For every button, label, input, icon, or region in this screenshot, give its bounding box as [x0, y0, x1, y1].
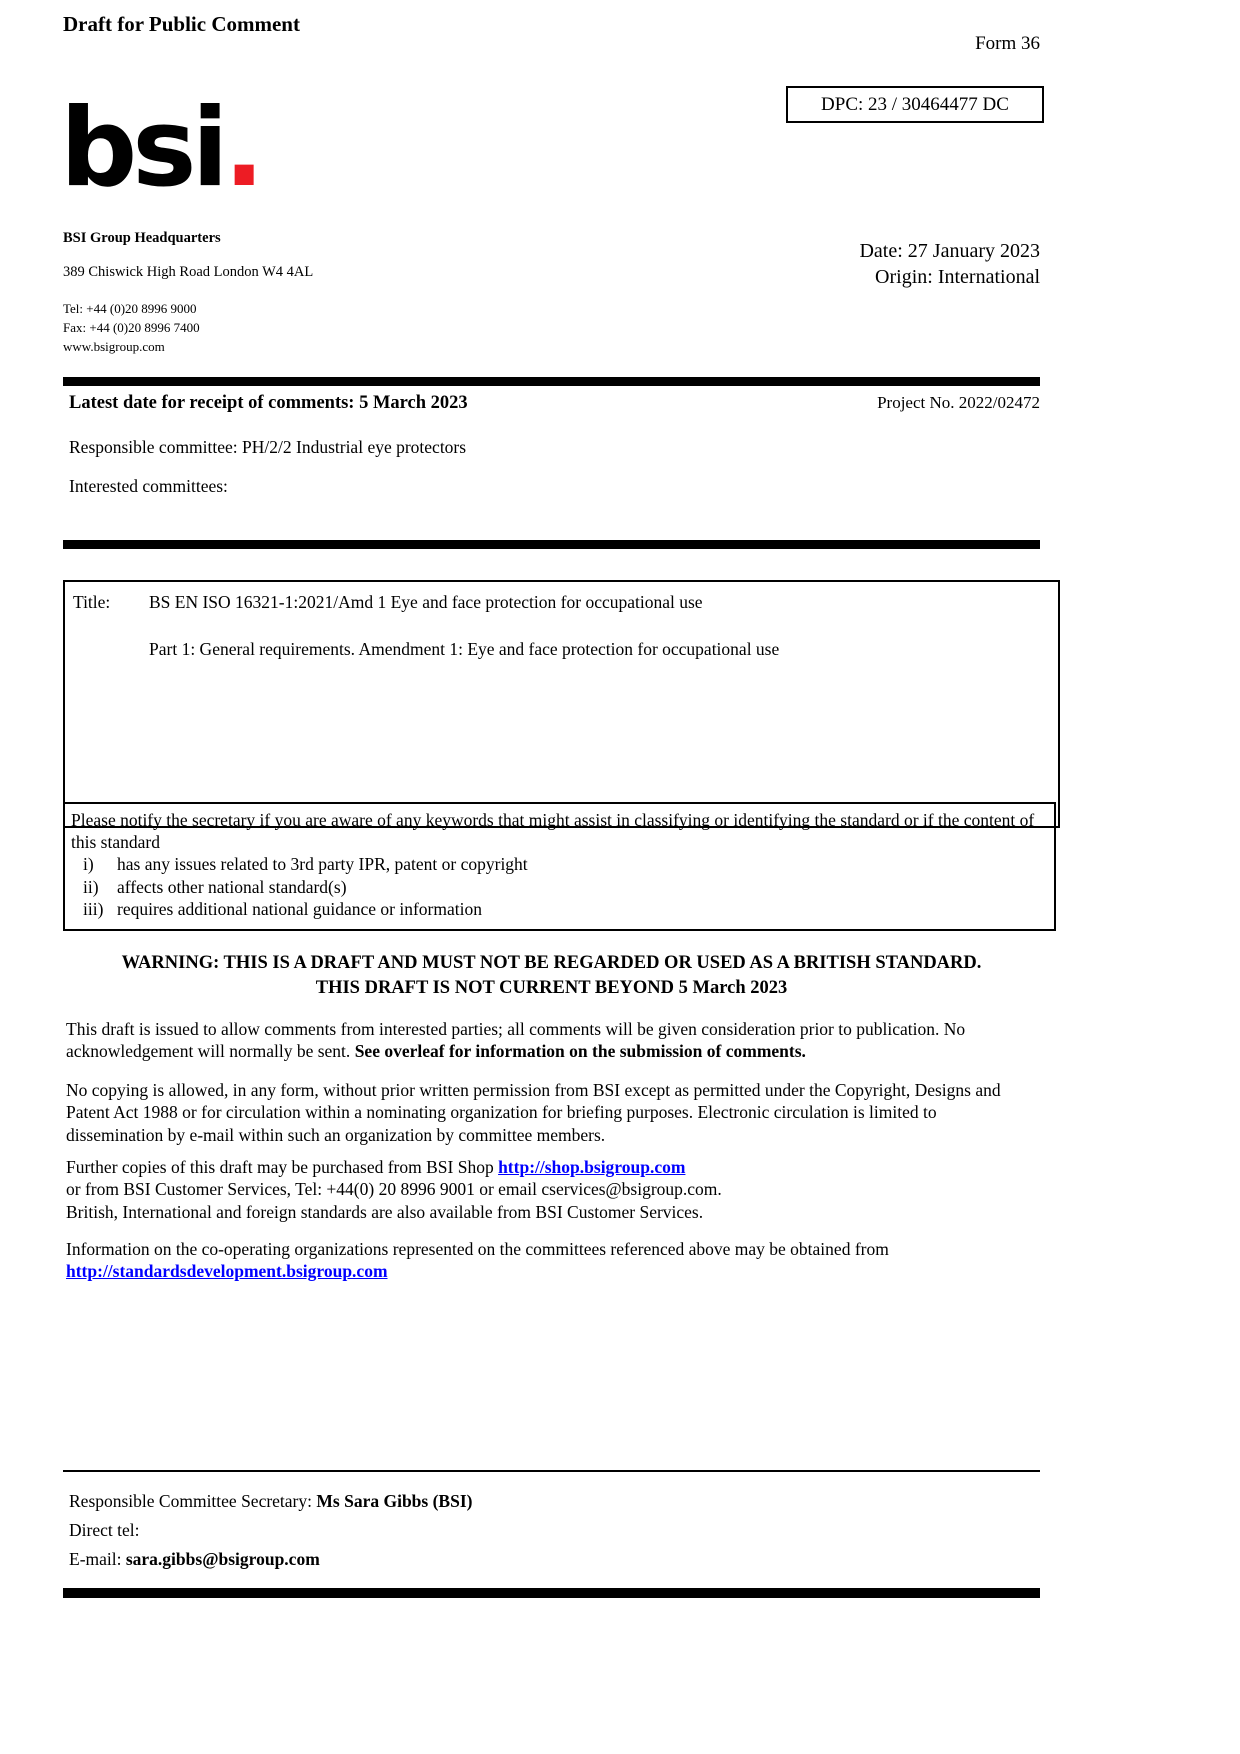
- bsi-shop-link[interactable]: http://shop.bsigroup.com: [498, 1157, 686, 1177]
- title-box: [63, 580, 1060, 828]
- keywords-item-1-text: has any issues related to 3rd party IPR, patent or copyright: [117, 854, 528, 875]
- secretary-name: Ms Sara Gibbs (BSI): [316, 1491, 473, 1511]
- headquarters-address: 389 Chiswick High Road London W4 4AL: [63, 264, 314, 280]
- email-label: E-mail:: [69, 1549, 126, 1569]
- warning-line1: WARNING: THIS IS A DRAFT AND MUST NOT BE REGARDED OR USED AS A BRITISH STANDARD.: [121, 953, 982, 973]
- standards-development-link[interactable]: http://standardsdevelopment.bsigroup.com: [66, 1261, 388, 1282]
- keywords-item-2: [83, 876, 1048, 898]
- paragraph-further-copies-line1: [66, 1156, 1038, 1178]
- dpc-reference-text: DPC: 23 / 30464477 DC: [821, 93, 1009, 115]
- paragraph-further-copies-line3: British, International and foreign standards are also available from BSI Customer Services.: [66, 1201, 704, 1222]
- keywords-item-3-num: iii): [83, 898, 104, 919]
- date-origin-block: [63, 238, 1040, 290]
- secretary-label: Responsible Committee Secretary:: [69, 1491, 317, 1511]
- headquarters-fax: Fax: +44 (0)20 8996 7400: [63, 319, 200, 335]
- keywords-item-1-num: i): [83, 854, 94, 875]
- draft-for-public-comment-heading: Draft for Public Comment: [63, 12, 300, 36]
- paragraph-draft-comments-bold: See overleaf for information on the submission of comments.: [354, 1041, 806, 1062]
- keywords-item-2-text: affects other national standard(s): [117, 876, 347, 897]
- divider-bar-middle: [63, 540, 1040, 549]
- paragraph-cooperating-orgs-linkline: [66, 1260, 1038, 1282]
- paragraph-further-copies-line2: or from BSI Customer Services, Tel: +44(0) 20 8996 9001 or email cservices@bsigroup.com.: [66, 1179, 722, 1200]
- date-line: Date: 27 January 2023: [859, 240, 1040, 262]
- direct-tel-line: Direct tel:: [69, 1520, 140, 1540]
- headquarters-contact: [63, 300, 313, 357]
- headquarters-tel: Tel: +44 (0)20 8996 9000: [63, 301, 197, 316]
- latest-date-for-comments: Latest date for receipt of comments: 5 March 2023: [69, 393, 468, 413]
- meta-row: [63, 393, 1040, 414]
- standard-title: [149, 592, 779, 660]
- paragraph-cooperating-orgs: [66, 1238, 1038, 1283]
- form-number: Form 36: [975, 33, 1040, 54]
- footer-bar: [63, 1588, 1040, 1598]
- footer-rule: [63, 1470, 1040, 1472]
- footer-contact-block: [69, 1487, 472, 1574]
- email-value: sara.gibbs@bsigroup.com: [125, 1549, 320, 1569]
- email-line: [69, 1545, 472, 1574]
- standard-title-line2: Part 1: General requirements. Amendment 1: Eye and face protection for occupational use: [149, 639, 780, 659]
- paragraph-further-copies: [66, 1156, 1038, 1223]
- responsible-committee: Responsible committee: PH/2/2 Industrial eye protectors: [69, 437, 467, 457]
- bsi-logo: [60, 86, 260, 211]
- paragraph-draft-comments: [66, 1018, 1038, 1063]
- keywords-item-1: [83, 853, 1048, 875]
- bsi-logo-text: bsi: [60, 86, 224, 211]
- standard-title-line1: BS EN ISO 16321-1:2021/Amd 1 Eye and face protection for occupational use: [149, 592, 703, 612]
- keywords-notice-box: [63, 802, 1056, 931]
- dpc-reference-box: [786, 86, 1044, 123]
- project-number: Project No. 2022/02472: [877, 393, 1040, 412]
- divider-bar-top: [63, 377, 1040, 386]
- keywords-item-2-num: ii): [83, 876, 99, 897]
- paragraph-cooperating-orgs-text: Information on the co-operating organizations represented on the committees referenced above may be obtained from: [66, 1239, 889, 1259]
- keywords-items: [71, 853, 1048, 920]
- paragraph-draft-comments-text: This draft is issued to allow comments from interested parties; all comments will be given consideration prior to publication. No acknowledgement will normally be sent.: [66, 1019, 966, 1062]
- origin-line: Origin: International: [875, 266, 1040, 288]
- keywords-intro: Please notify the secretary if you are aware of any keywords that might assist in classifying or identifying the standard or if the content of this standard: [71, 810, 1035, 853]
- title-label: Title:: [73, 592, 111, 612]
- headquarters-website: www.bsigroup.com: [63, 338, 165, 354]
- paragraph-no-copying: No copying is allowed, in any form, without prior written permission from BSI except as permitted under the Copyright, Designs and Patent Act 1988 or for circulation within a nominating organization for briefing purposes. Electronic circulation is limited to dissemination by e-mail within such an organization by committee members.: [66, 1080, 1001, 1145]
- bsi-logo-dot: .: [223, 86, 260, 211]
- keywords-item-3-text: requires additional national guidance or information: [117, 898, 482, 919]
- keywords-item-3: [83, 898, 1048, 920]
- warning-text: [63, 951, 1040, 1001]
- interested-committees: Interested committees:: [69, 476, 228, 496]
- headquarters-title: BSI Group Headquarters: [63, 230, 221, 246]
- warning-line2: THIS DRAFT IS NOT CURRENT BEYOND 5 March 2023: [315, 977, 788, 998]
- secretary-line: [69, 1487, 472, 1516]
- paragraph-further-copies-text: Further copies of this draft may be purchased from BSI Shop: [66, 1157, 499, 1177]
